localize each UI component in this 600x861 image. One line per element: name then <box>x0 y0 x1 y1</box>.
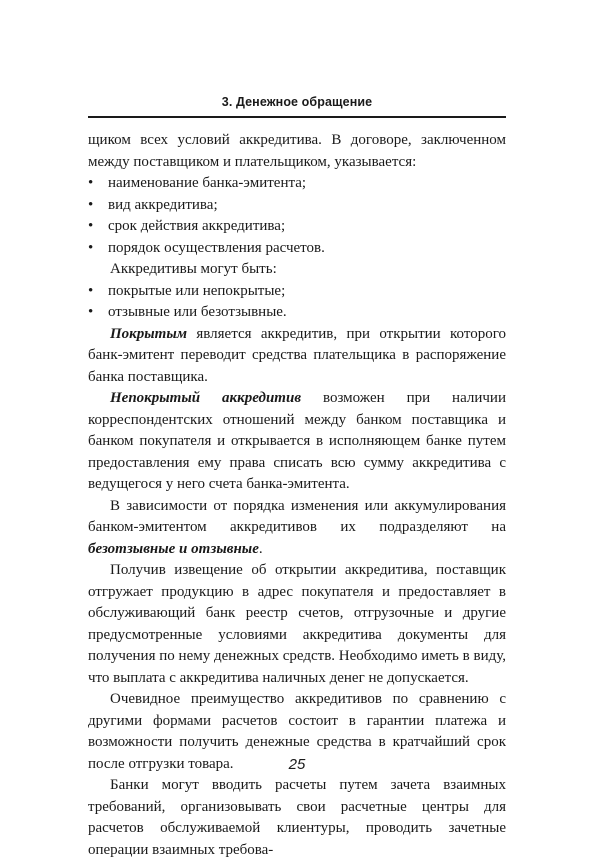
paragraph: Покрытым является аккредитив, при открытии которого банк-эмитент переводит средства плательщика в распоряжение банка поставщика. <box>88 325 506 385</box>
paragraph: Непокрытый аккредитив возможен при наличии корреспондентских отношений между банком поставщика и банком покупателя и открывается в исполняющем банке путем предоставления ему права списать всю сумму аккредитива с ведущегося у него счета банка-эмитента. <box>88 390 506 492</box>
paragraph: Аккредитивы могут быть: <box>110 261 277 277</box>
paragraph: Очевидное преимущество аккредитивов по сравнению с другими формами расчетов состоит в гарантии платежа и возможности получить денежные средства в кратчайший срок после отгрузки товара. <box>88 691 506 772</box>
page-number: 25 <box>288 756 306 773</box>
bullet-icon: • <box>88 282 94 299</box>
header-rule <box>88 116 506 118</box>
body-text <box>88 130 506 861</box>
list-item: • наименование банка-эмитента; <box>88 173 506 195</box>
paragraph: Получив извещение об открытии аккредитива, поставщик отгружает продукцию в адрес покупателя и предоставляет в обслуживающий банк реестр счетов, отгрузочные и другие предусмотренные условиями аккредитива документы для получения по нему денежных средств. Необходимо иметь в виду, что выплата с аккредитива наличных денег не допускается. <box>88 562 506 686</box>
term-uncovered: Непокрытый аккредитив <box>110 390 302 406</box>
term-revocable: безотзывные и отзывные <box>88 540 259 557</box>
bullet-icon: • <box>88 239 94 256</box>
bullet-icon: • <box>88 304 94 320</box>
paragraph: Банки могут вводить расчеты путем зачета взаимных требований, организовывать свои расчетные центры для расчетов обслуживаемой клиентуры, проводить зачетные операции взаимных требова- <box>88 777 506 858</box>
bullet-icon: • <box>88 218 94 234</box>
bullet-icon: • <box>88 196 94 213</box>
list-item: • вид аккредитива; <box>88 195 506 217</box>
term-covered: Покрытым <box>110 325 188 342</box>
list-item: • отзывные или безотзывные. <box>88 302 506 324</box>
list-item: • порядок осуществления расчетов. <box>88 238 506 260</box>
bullet-icon: • <box>88 175 94 191</box>
paragraph-continuation: щиком всех условий аккредитива. В договоре, заключенном между поставщиком и плательщиком, указывается: <box>88 132 506 170</box>
paragraph: В зависимости от порядка изменения или аккумулирования банком-эмитентом аккредитивов их подразделяют на безотзывные и отзывные. <box>88 497 506 557</box>
list-item: • срок действия аккредитива; <box>88 216 506 238</box>
list-item: • покрытые или непокрытые; <box>88 281 506 303</box>
running-head: 3. Денежное обращение <box>221 95 373 109</box>
